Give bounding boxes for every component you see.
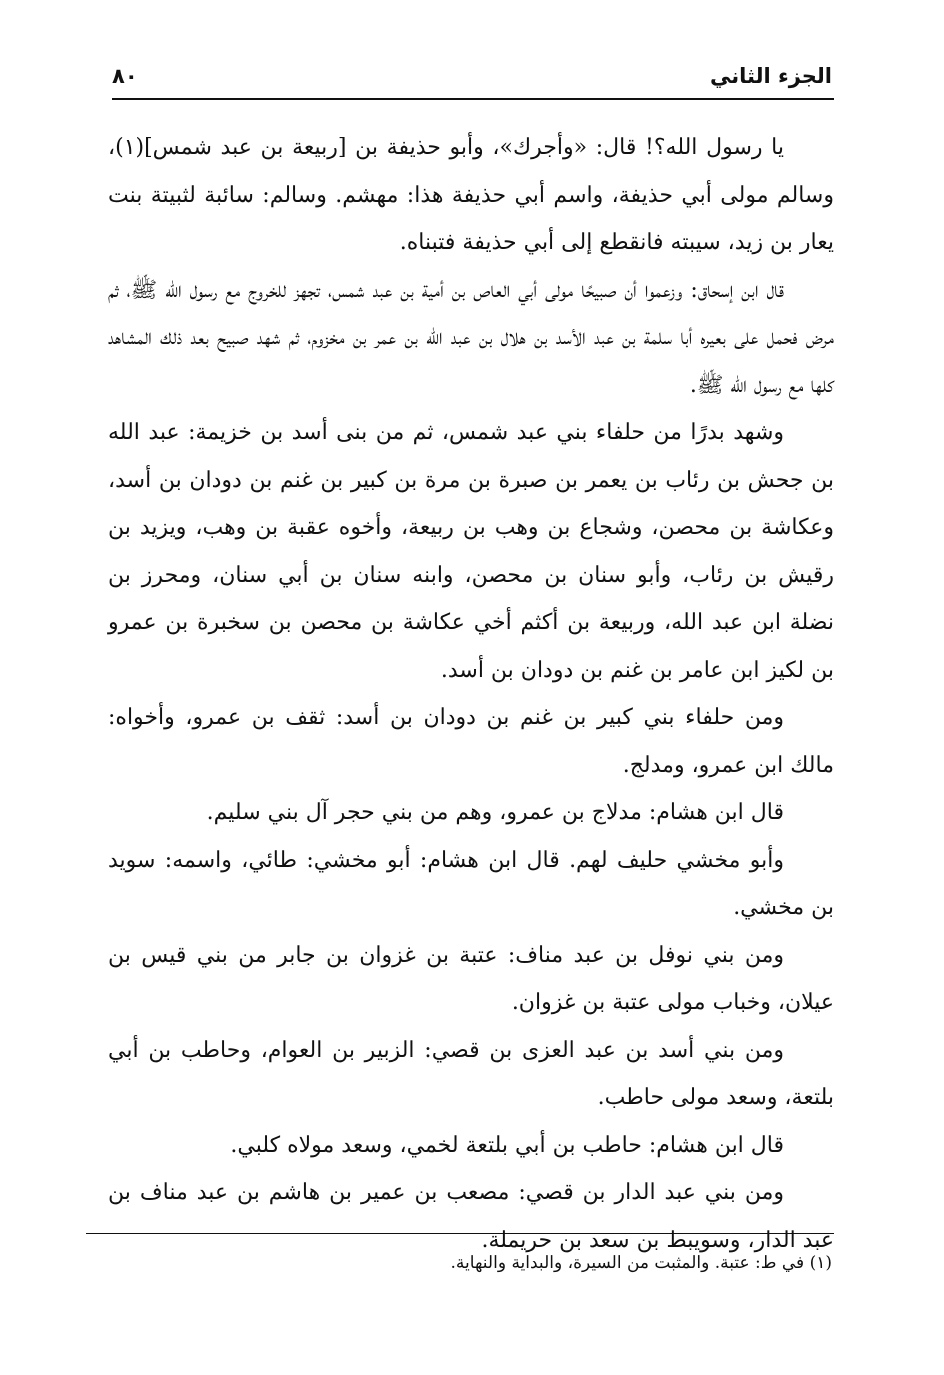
paragraph: وأبو مخشي حليف لهم. قال ابن هشام: أبو مخشي: طائي، واسمه: سويد بن مخشي. (108, 847, 834, 920)
paragraph: ومن حلفاء بني كبير بن غنم بن دودان بن أسد: ثقف بن عمرو، وأخواه: مالك ابن عمرو، ومدلج. (108, 705, 834, 778)
footnote-rule (86, 1233, 834, 1234)
paragraph: ومن بني أسد بن عبد العزى بن قصي: الزبير بن العوام، وحاطب بن أبي بلتعة، وسعد مولى حاطب. (108, 1037, 834, 1110)
header-rule (112, 98, 834, 100)
paragraph: ومن بني عبد الدار بن قصي: مصعب بن عمير بن هاشم بن عبد مناف بن عبد الدار، وسويبط بن سعد بن حريملة. (108, 1180, 834, 1253)
section-title: الجزء الثاني (709, 64, 832, 88)
paragraph: ومن بني نوفل بن عبد مناف: عتبة بن غزوان بن جابر من بني قيس بن عيلان، وخباب مولى عتبة بن غزوان. (108, 942, 834, 1015)
paragraph: قال ابن هشام: مدلاج بن عمرو، وهم من بني حجر آل بني سليم. (206, 800, 784, 825)
paragraph: قال ابن هشام: حاطب بن أبي بلتعة لخمي، وسعد مولاه كلبي. (230, 1132, 784, 1158)
footnote: (١) في ط: عتبة. والمثبت من السيرة، والبداية والنهاية. (450, 1253, 832, 1273)
paragraph: يا رسول الله؟! قال: «وأجرك»، وأبو حذيفة بن [ربيعة بن عبد شمس](١)، وسالم مولى أبي حذيفة، واسم أبي حذيفة هذا: مهشم. وسالم: سائبة لثبيتة بنت يعار بن زيد، سيبته فانقطع إلى أبي حذيفة فتبناه. (108, 135, 834, 255)
paragraph: قال ابن إسحاق: وزعموا أن صبيحًا مولى أبي العاص بن أمية بن عبد شمس، تجهز للخروج مع رسول الله ﷺ، ثم مرض فحمل على بعيره أبا سلمة بن عبد الأسد بن هلال بن عبد الله بن عمر بن مخزوم، ثم شهد صبيح بعد ذلك المشاهد كلها مع رسول الله ﷺ. (108, 277, 834, 398)
paragraph: وشهد بدرًا من حلفاء بني عبد شمس، ثم من بنى أسد بن خزيمة: عبد الله بن جحش بن رئاب بن يعمر بن صبرة بن مرة بن كبير بن غنم بن دودان بن أسد، وعكاشة بن محصن، وشجاع بن وهب بن ربيعة، وأخوه عقبة بن وهب، ويزيد بن رقيش بن رئاب، وأبو سنان بن محصن، وابنه سنان بن أبي سنان، ومحرز بن نضلة ابن عبد الله، وربيعة بن أكثم أخي عكاشة بن محصن بن سخبرة بن عمرو بن لكيز ابن عامر بن غنم بن دودان بن أسد. (108, 420, 834, 683)
main-text (108, 124, 834, 1264)
running-header (112, 58, 832, 94)
page-number: ٨٠ (112, 64, 138, 88)
